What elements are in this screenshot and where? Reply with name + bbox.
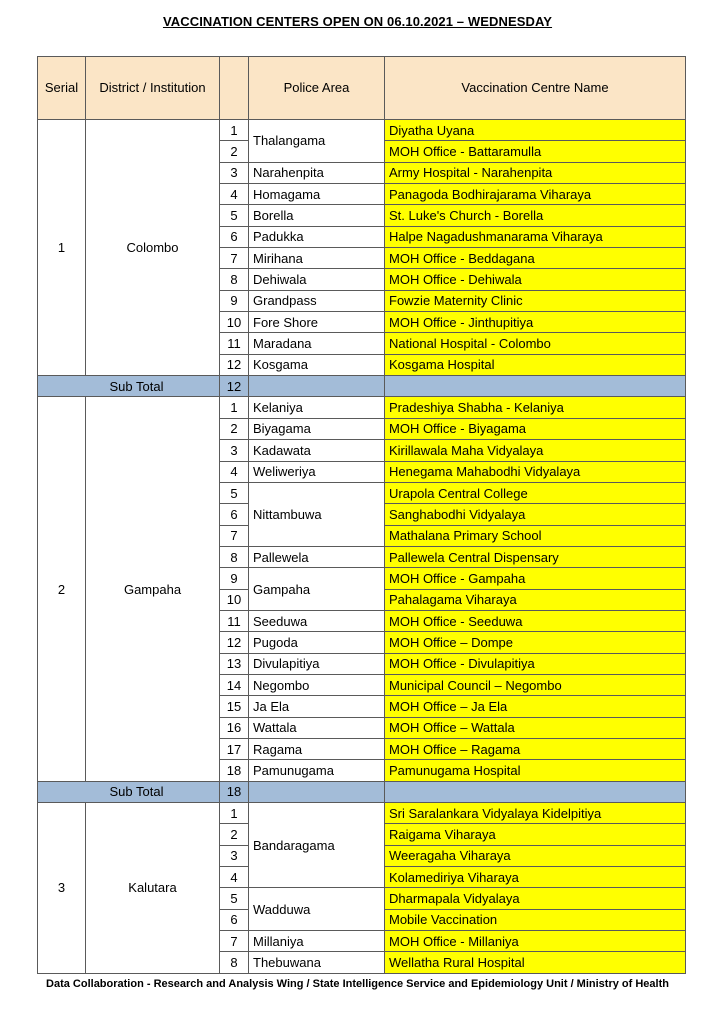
- police-area-cell: Borella: [249, 205, 385, 226]
- serial-cell: 2: [38, 397, 86, 781]
- centre-name-cell: MOH Office – Ragama: [385, 738, 686, 759]
- centre-name-cell: Pamunugama Hospital: [385, 760, 686, 781]
- row-number-cell: 2: [220, 418, 249, 439]
- row-number-cell: 8: [220, 269, 249, 290]
- row-number-cell: 7: [220, 931, 249, 952]
- police-area-cell: Millaniya: [249, 931, 385, 952]
- police-area-cell: Ragama: [249, 738, 385, 759]
- police-area-cell: Pamunugama: [249, 760, 385, 781]
- row-number-cell: 16: [220, 717, 249, 738]
- centre-name-cell: Henegama Mahabodhi Vidyalaya: [385, 461, 686, 482]
- centre-name-cell: Kosgama Hospital: [385, 354, 686, 375]
- header-serial: Serial: [38, 57, 86, 120]
- police-area-cell: Biyagama: [249, 418, 385, 439]
- subtotal-value: 12: [220, 376, 249, 397]
- row-number-cell: 4: [220, 461, 249, 482]
- centre-name-cell: Fowzie Maternity Clinic: [385, 290, 686, 311]
- police-area-cell: Maradana: [249, 333, 385, 354]
- centre-name-cell: MOH Office - Biyagama: [385, 418, 686, 439]
- row-number-cell: 1: [220, 803, 249, 824]
- table-row: [38, 120, 686, 141]
- centre-name-cell: Kolamediriya Viharaya: [385, 867, 686, 888]
- police-area-cell: Kadawata: [249, 440, 385, 461]
- police-area-cell: Wadduwa: [249, 888, 385, 931]
- subtotal-label: Sub Total: [38, 781, 220, 802]
- page-title: VACCINATION CENTERS OPEN ON 06.10.2021 – WEDNESDAY: [162, 14, 553, 29]
- row-number-cell: 3: [220, 845, 249, 866]
- centre-name-cell: MOH Office – Wattala: [385, 717, 686, 738]
- police-area-cell: Gampaha: [249, 568, 385, 611]
- row-number-cell: 10: [220, 589, 249, 610]
- row-number-cell: 6: [220, 504, 249, 525]
- police-area-cell: Padukka: [249, 226, 385, 247]
- centre-name-cell: MOH Office - Divulapitiya: [385, 653, 686, 674]
- police-area-cell: Negombo: [249, 674, 385, 695]
- centre-name-cell: Pallewela Central Dispensary: [385, 546, 686, 567]
- centre-name-cell: Raigama Viharaya: [385, 824, 686, 845]
- centre-name-cell: Panagoda Bodhirajarama Viharaya: [385, 184, 686, 205]
- footer-credit: Data Collaboration - Research and Analysis Wing / State Intelligence Service and Epidemiology Unit / Ministry of Health: [46, 978, 669, 990]
- centre-name-cell: MOH Office - Gampaha: [385, 568, 686, 589]
- centre-name-cell: National Hospital - Colombo: [385, 333, 686, 354]
- table-body: [38, 120, 686, 974]
- subtotal-blank-cell: [249, 376, 385, 397]
- row-number-cell: 5: [220, 482, 249, 503]
- centre-name-cell: Pahalagama Viharaya: [385, 589, 686, 610]
- centre-name-cell: Wellatha Rural Hospital: [385, 952, 686, 973]
- vaccination-centres-table: [37, 56, 686, 974]
- police-area-cell: Nittambuwa: [249, 482, 385, 546]
- police-area-cell: Ja Ela: [249, 696, 385, 717]
- row-number-cell: 9: [220, 568, 249, 589]
- centre-name-cell: MOH Office - Battaramulla: [385, 141, 686, 162]
- police-area-cell: Kelaniya: [249, 397, 385, 418]
- police-area-cell: Kosgama: [249, 354, 385, 375]
- row-number-cell: 10: [220, 312, 249, 333]
- police-area-cell: Pallewela: [249, 546, 385, 567]
- subtotal-row: [38, 781, 686, 802]
- table-row: [38, 803, 686, 824]
- centre-name-cell: MOH Office - Dehiwala: [385, 269, 686, 290]
- row-number-cell: 1: [220, 120, 249, 141]
- police-area-cell: Divulapitiya: [249, 653, 385, 674]
- table-row: [38, 397, 686, 418]
- row-number-cell: 17: [220, 738, 249, 759]
- centre-name-cell: MOH Office – Ja Ela: [385, 696, 686, 717]
- centre-name-cell: Sanghabodhi Vidyalaya: [385, 504, 686, 525]
- subtotal-label: Sub Total: [38, 376, 220, 397]
- police-area-cell: Seeduwa: [249, 610, 385, 631]
- police-area-cell: Homagama: [249, 184, 385, 205]
- police-area-cell: Pugoda: [249, 632, 385, 653]
- row-number-cell: 12: [220, 632, 249, 653]
- centre-name-cell: Halpe Nagadushmanarama Viharaya: [385, 226, 686, 247]
- centre-name-cell: Army Hospital - Narahenpita: [385, 162, 686, 183]
- centre-name-cell: Diyatha Uyana: [385, 120, 686, 141]
- row-number-cell: 3: [220, 440, 249, 461]
- centre-name-cell: St. Luke's Church - Borella: [385, 205, 686, 226]
- row-number-cell: 7: [220, 248, 249, 269]
- centre-name-cell: MOH Office - Jinthupitiya: [385, 312, 686, 333]
- centre-name-cell: Weeragaha Viharaya: [385, 845, 686, 866]
- row-number-cell: 7: [220, 525, 249, 546]
- district-cell: Gampaha: [86, 397, 220, 781]
- police-area-cell: Weliweriya: [249, 461, 385, 482]
- row-number-cell: 8: [220, 952, 249, 973]
- centre-name-cell: MOH Office – Dompe: [385, 632, 686, 653]
- row-number-cell: 13: [220, 653, 249, 674]
- row-number-cell: 2: [220, 824, 249, 845]
- centre-name-cell: Urapola Central College: [385, 482, 686, 503]
- row-number-cell: 12: [220, 354, 249, 375]
- serial-cell: 3: [38, 803, 86, 974]
- row-number-cell: 5: [220, 205, 249, 226]
- police-area-cell: Thalangama: [249, 120, 385, 163]
- header-district: District / Institution: [86, 57, 220, 120]
- header-number: [220, 57, 249, 120]
- police-area-cell: Mirihana: [249, 248, 385, 269]
- subtotal-row: [38, 376, 686, 397]
- header-police-area: Police Area: [249, 57, 385, 120]
- district-cell: Kalutara: [86, 803, 220, 974]
- row-number-cell: 14: [220, 674, 249, 695]
- police-area-cell: Dehiwala: [249, 269, 385, 290]
- centre-name-cell: MOH Office - Beddagana: [385, 248, 686, 269]
- subtotal-value: 18: [220, 781, 249, 802]
- subtotal-blank-cell: [385, 376, 686, 397]
- row-number-cell: 11: [220, 333, 249, 354]
- police-area-cell: Bandaragama: [249, 803, 385, 888]
- row-number-cell: 15: [220, 696, 249, 717]
- centre-name-cell: Pradeshiya Shabha - Kelaniya: [385, 397, 686, 418]
- row-number-cell: 18: [220, 760, 249, 781]
- row-number-cell: 9: [220, 290, 249, 311]
- header-centre-name: Vaccination Centre Name: [385, 57, 686, 120]
- row-number-cell: 6: [220, 226, 249, 247]
- police-area-cell: Grandpass: [249, 290, 385, 311]
- police-area-cell: Fore Shore: [249, 312, 385, 333]
- centre-name-cell: Dharmapala Vidyalaya: [385, 888, 686, 909]
- subtotal-blank-cell: [385, 781, 686, 802]
- row-number-cell: 5: [220, 888, 249, 909]
- district-cell: Colombo: [86, 120, 220, 376]
- centre-name-cell: Mathalana Primary School: [385, 525, 686, 546]
- table-header-row: [38, 57, 686, 120]
- row-number-cell: 4: [220, 867, 249, 888]
- row-number-cell: 8: [220, 546, 249, 567]
- police-area-cell: Wattala: [249, 717, 385, 738]
- centre-name-cell: Sri Saralankara Vidyalaya Kidelpitiya: [385, 803, 686, 824]
- centre-name-cell: Kirillawala Maha Vidyalaya: [385, 440, 686, 461]
- centre-name-cell: Mobile Vaccination: [385, 909, 686, 930]
- row-number-cell: 6: [220, 909, 249, 930]
- subtotal-blank-cell: [249, 781, 385, 802]
- centre-name-cell: MOH Office - Millaniya: [385, 931, 686, 952]
- row-number-cell: 3: [220, 162, 249, 183]
- row-number-cell: 4: [220, 184, 249, 205]
- police-area-cell: Narahenpita: [249, 162, 385, 183]
- police-area-cell: Thebuwana: [249, 952, 385, 973]
- centre-name-cell: Municipal Council – Negombo: [385, 674, 686, 695]
- serial-cell: 1: [38, 120, 86, 376]
- centre-name-cell: MOH Office - Seeduwa: [385, 610, 686, 631]
- row-number-cell: 11: [220, 610, 249, 631]
- row-number-cell: 2: [220, 141, 249, 162]
- row-number-cell: 1: [220, 397, 249, 418]
